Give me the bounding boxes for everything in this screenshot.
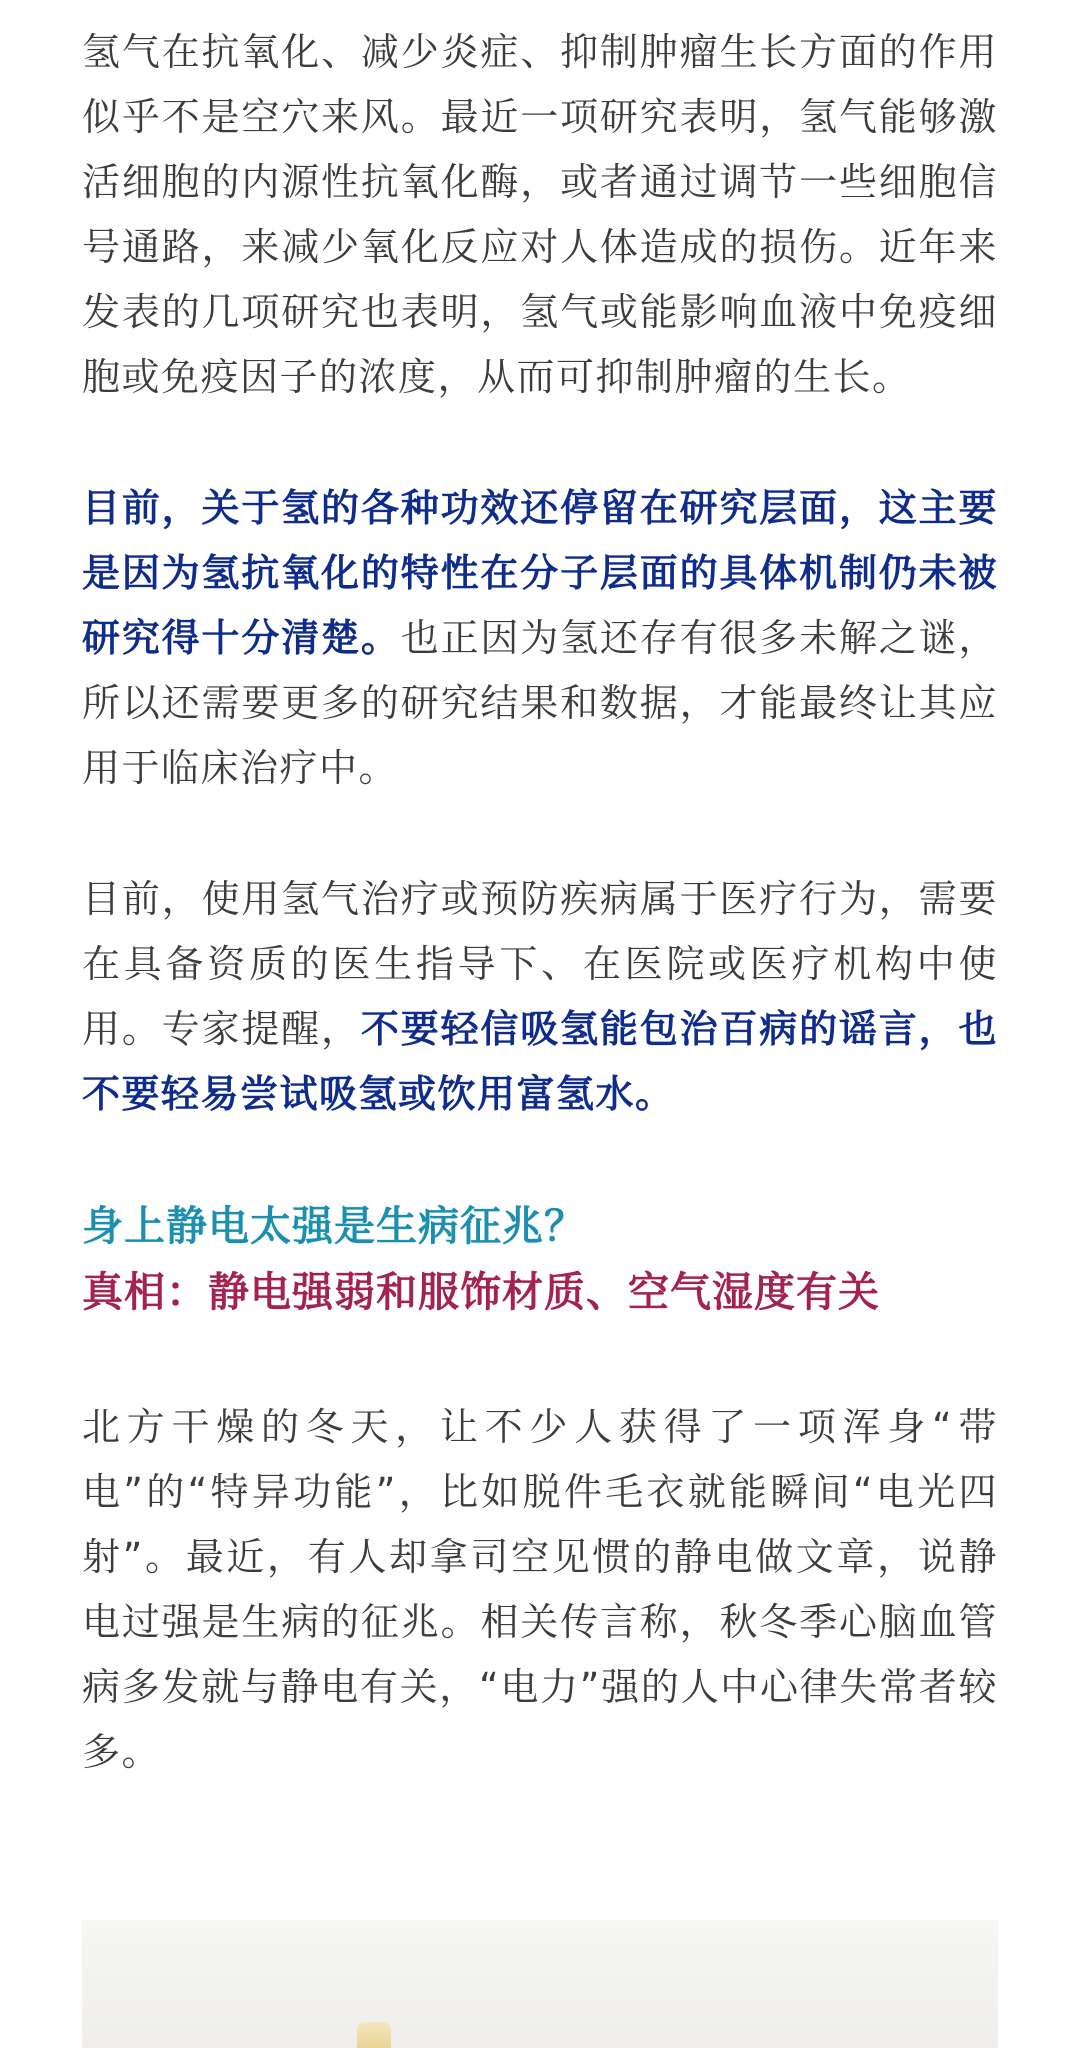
paragraph-hydrogen-mechanism-rest: 也正因为氢还存有很多未解之谜，所以还需要更多的研究结果和数据，才能最终让其应用于临床治疗中。 bbox=[82, 616, 998, 790]
paragraph-hydrogen-research: 氢气在抗氧化、减少炎症、抑制肿瘤生长方面的作用似乎不是空穴来风。最近一项研究表明，氢气能够激活细胞的内源性抗氧化酶，或者通过调节一些细胞信号通路，来减少氧化反应对人体造成的损伤。近年来发表的几项研究也表明，氢气或能影响血液中免疫细胞或免疫因子的浓度，从而可抑制肿瘤的生长。 bbox=[82, 30, 998, 399]
paragraph-expert-advice-lead: 目前，使用氢气治疗或预防疾病属于医疗行为，需要在具备资质的医生指导下、在医院或医疗机构中使用。专家提醒， bbox=[82, 877, 998, 1051]
section-heading-truth: 真相：静电强弱和服饰材质、空气湿度有关 bbox=[82, 1268, 880, 1316]
article-body bbox=[82, 20, 998, 1785]
paragraph-expert-advice bbox=[82, 867, 998, 1127]
paragraph-static-electricity: 北方干燥的冬天，让不少人获得了一项浑身“带电”的“特异功能”，比如脱件毛衣就能瞬间“电光四射”。最近，有人却拿司空见惯的静电做文章，说静电过强是生病的征兆。相关传言称，秋冬季心脑血管病多发就与静电有关，“电力”强的人中心律失常者较多。 bbox=[82, 1405, 998, 1774]
section-heading-question: 身上静电太强是生病征兆？ bbox=[82, 1202, 586, 1250]
highlight-research-stage: 目前，关于氢的各种功效还停留在研究层面，这主要是因为氢抗氧化的特性在分子层面的具体机制仍未被研究得十分清楚。 bbox=[82, 486, 998, 660]
article-image bbox=[82, 1920, 998, 2048]
image-bottle-cap-detail bbox=[357, 2022, 391, 2048]
paragraph-hydrogen-mechanism bbox=[82, 476, 998, 801]
highlight-expert-warning: 不要轻信吸氢能包治百病的谣言，也不要轻易尝试吸氢或饮用富氢水。 bbox=[82, 1007, 998, 1116]
